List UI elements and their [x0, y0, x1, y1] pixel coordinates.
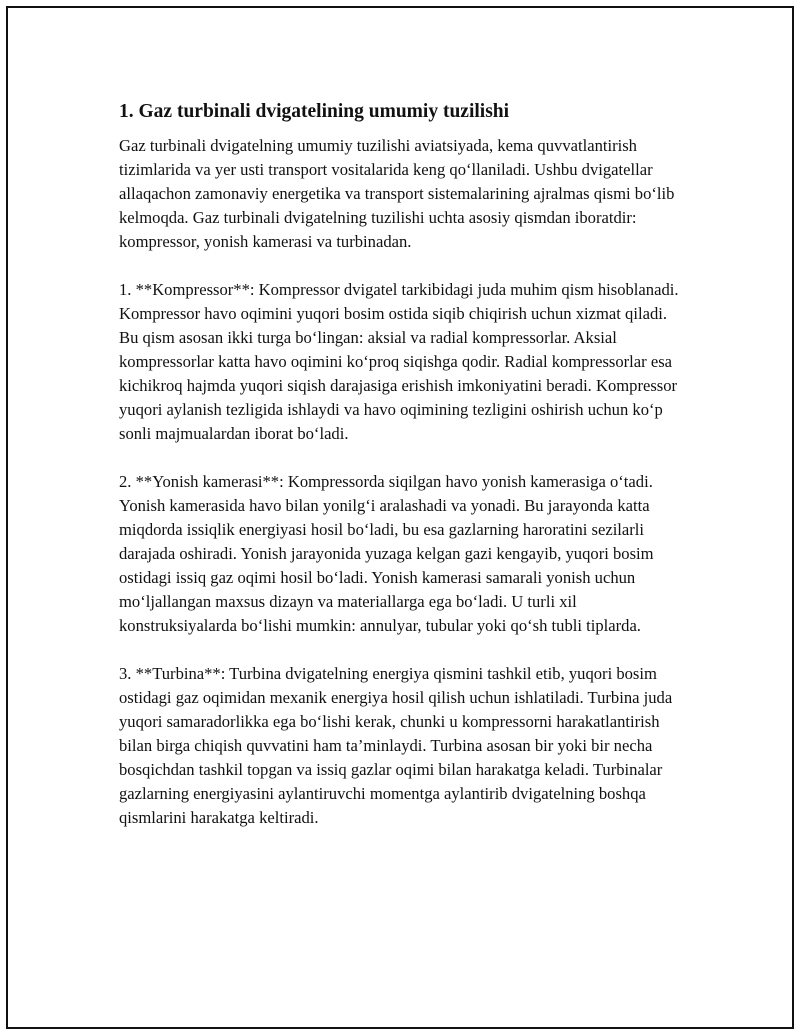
page-frame: [6, 6, 794, 1029]
intro-paragraph: Gaz turbinali dvigatelning umumiy tuzilishi aviatsiyada, kema quvvatlantirish tizimlarida va yer usti transport vositalarida keng qo‘llaniladi. Ushbu dvigatellar allaqachon zamonaviy energetika va transport sistemalarining ajralmas qismi bo‘lib kelmoqda. Gaz turbinali dvigatelning tuzilishi uchta asosiy qismdan iboratdir: kompressor, yonish kamerasi va turbinadan.: [119, 136, 675, 251]
document-body: [119, 100, 689, 854]
compressor-paragraph: 1. **Kompressor**: Kompressor dvigatel tarkibidagi juda muhim qism hisoblanadi. Kompressor havo oqimini yuqori bosim ostida siqib chiqirish uchun xizmat qiladi. Bu qism asosan ikki turga bo‘lingan: aksial va radial kompressorlar. Aksial kompressorlar katta havo oqimini ko‘proq siqishga qodir. Radial kompressorlar esa kichikroq hajmda yuqori siqish darajasiga erishish imkoniyatini beradi. Kompressor yuqori aylanish tezligida ishlaydi va havo oqimining tezligini oshirish uchun ko‘p sonli majmualardan iborat bo‘ladi.: [119, 280, 679, 443]
turbine-paragraph: 3. **Turbina**: Turbina dvigatelning energiya qismini tashkil etib, yuqori bosim ostidagi gaz oqimidan mexanik energiya hosil qilish uchun ishlatiladi. Turbina juda yuqori samaradorlikka ega bo‘lishi kerak, chunki u kompressorni harakatlantirish bilan birga chiqish quvvatini ham ta’minlaydi. Turbina asosan bir yoki bir necha bosqichdan tashkil topgan va issiq gazlar oqimi bilan harakatga keladi. Turbinalar gazlarning energiyasini aylantiruvchi momentga aylantirib dvigatelning boshqa qismlarini harakatga keltiradi.: [119, 664, 673, 827]
document-title: 1. Gaz turbinali dvigatelining umumiy tuzilishi: [119, 101, 510, 122]
combustion-chamber-paragraph: 2. **Yonish kamerasi**: Kompressorda siqilgan havo yonish kamerasiga o‘tadi. Yonish kamerasida havo bilan yonilg‘i aralashadi va yonadi. Bu jarayonda katta miqdorda issiqlik energiyasi hosil bo‘ladi, bu esa gazlarning haroratini sezilarli darajada oshiradi. Yonish jarayonida yuzaga kelgan gazi kengayib, yuqori bosim ostidagi issiq gaz oqimi hosil bo‘ladi. Yonish kamerasi samarali yonish uchun mo‘ljallangan maxsus dizayn va materiallarga ega bo‘ladi. U turli xil konstruksiyalarda bo‘lishi mumkin: annulyar, tubular yoki qo‘sh tubli tiplarda.: [119, 472, 654, 635]
